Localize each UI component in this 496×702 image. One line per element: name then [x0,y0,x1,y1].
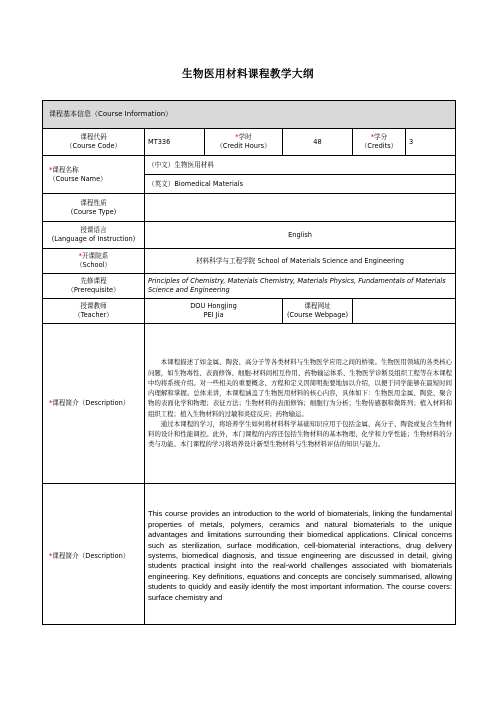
prerequisite-value: Principles of Chemistry, Materials Chemistry, Materials Physics, Fundamentals of Materials Science and Engineering [145,274,456,299]
credit-hours-label: *学时 （Credit Hours） [205,129,283,156]
section-header: 课程基本信息（Course Information） [43,101,456,129]
course-type-value [145,194,456,222]
language-label: 授课语言 (Language of Instruction) [43,222,145,249]
prerequisite-label: 先修课程 （Prerequisite） [43,274,145,299]
course-name-en: （英文）Biomedical Materials [145,175,456,194]
description-cn-text [145,324,456,484]
description-cn-para1: 本课程描述了如金属、陶瓷、高分子等各类材料与生物医学应用之间的桥梁。生物医用领域的各类核心问题，如生物毒性、表面修饰、细胞-材料间相互作用、药物输运体系、生物医学诊断及组织工程等在本课程中均将系统介绍。对一些相关的重要概念、方程和定义因简明扼要地加以介绍，以便于同学能够在最短时间内理解和掌握。总体来讲，本课程涵盖了生物医用材料的核心内容，具体如下：生物医用金属、陶瓷、聚合物的表面化学和物理；表征方法；生物材料的表面修饰；细胞行为分析；生物传感器和微阵列；植入材料和组织工程；植入生物材料的过敏和炎症反应；药物输运。 [148,358,453,418]
webpage-label: 课程网址 (Course Webpage) [283,299,353,324]
section-header-row [43,101,456,129]
credits-label: *学分 （Credits） [353,129,406,156]
page-title: 生物医用材料课程教学大纲 [182,68,314,80]
teacher-label: 授课教师 （Teacher） [43,299,145,324]
description-en-row [43,489,456,625]
credit-hours-value: 48 [283,129,353,156]
description-cn-para2: 通过本课程的学习，将培养学生如何将材料科学基础知识应用于包括金属、高分子、陶瓷或复合生物材料的设计和性能调控。此外，本门课程的内容还包括生物材料的基本物理、化学和力学性能；生物材料的分类与功能。本门课程的学习将培养设计新型生物材料与生物材料评估的知识与能力。 [148,419,453,449]
credits-value: 3 [406,129,456,156]
prerequisite-row [43,274,456,299]
teacher-row [43,299,456,324]
course-name-label: *课程名称 （Course Name） [43,156,145,194]
description-en-text: This course provides an introduction to the world of biomaterials, linking the fundamental properties of metals, polymers, ceramics and natural biomaterials to the unique advantages and limitations surrounding their biomedical applications. Clinical concerns such as sterilization, surface modification, cell-biomaterial interactions, drug delivery systems, biomedical diagnosis, and tissue engineering are discussed in detail, giving students practical insight into the real-world challenges associated with biomaterials engineering. Key definitions, equations and concepts are concisely summarised, allowing students to quickly and easily identify the most important information. The course covers: surface chemistry and [145,489,456,625]
course-type-row [43,194,456,222]
school-value: 材料科学与工程学院 School of Materials Science and Engineering [145,249,456,274]
course-name-cn: （中文）生物医用材料 [145,156,456,175]
description-cn-label: *课程简介（Description） [43,324,145,484]
language-row [43,222,456,249]
webpage-value[interactable] [353,299,456,324]
language-value: English [145,222,456,249]
course-name-cn-row [43,156,456,175]
teacher-value: DOU Hongjing PEI Jia [145,299,283,324]
description-en-label: *课程简介（Description） [43,489,145,625]
course-type-label: 课程性质 (Course Type) [43,194,145,222]
course-code-label: 课程代码 （Course Code） [43,129,145,156]
course-code-value: MT336 [145,129,205,156]
course-info-table [42,100,456,625]
course-code-row [43,129,456,156]
description-cn-row [43,324,456,484]
school-row [43,249,456,274]
school-label: *开课院系 （School） [43,249,145,274]
